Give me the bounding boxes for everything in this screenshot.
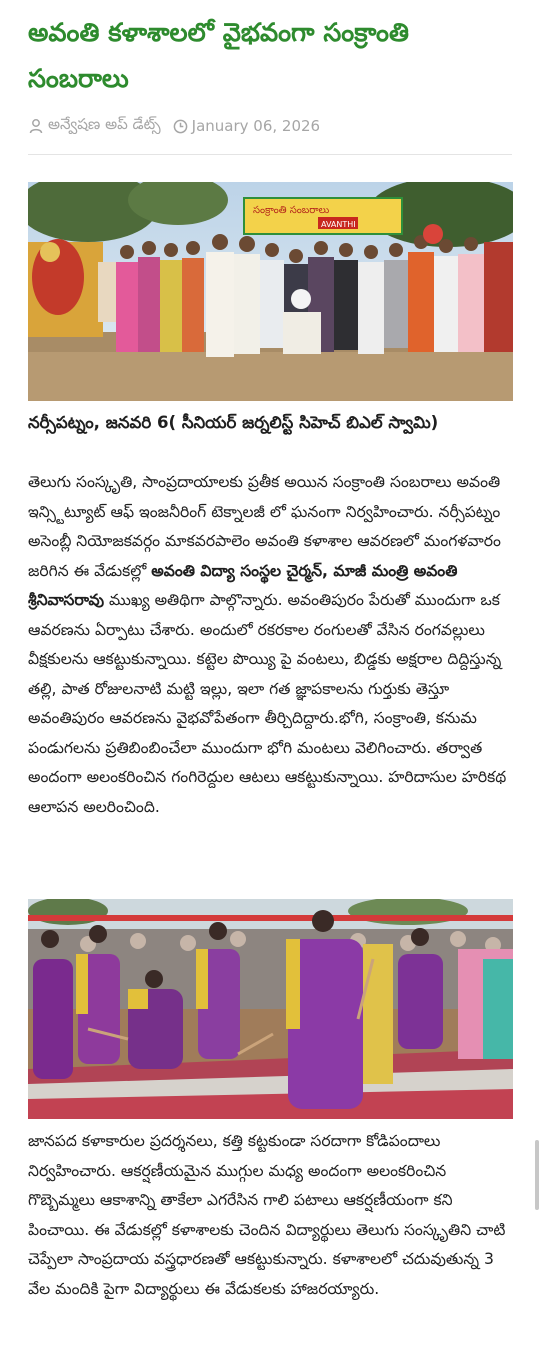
article-paragraph-2: జానపద కళాకారుల ప్రదర్శనలు, కత్తి కట్టకుండా సరదాగా కోడిపందాలు నిర్వహించారు. ఆకర్షణీయమైన ముగ్గుల మధ్య అందంగా అలంకరించిన గొబ్బెమ్మలు ఆకాశాన్ని తాకేలా ఎగరేసిన గాలి పటాలు ఆకర్షణీయంగా కని పించాయి. ఈ వేడుకల్లో కళాశాలకు చెందిన విద్యార్థులు తెలుగు సంస్కృతిని చాటి చెప్పేలా సాంప్రదాయ వస్త్రధారణతో ఆకట్టుకున్నారు. కళాశాలలో చదువుతున్న 3 వేల మందికి పైగా విద్యార్థులు ఈ వేడుకలకు హాజరయ్యారు. (28, 1132, 506, 1298)
article-paragraph-1 (28, 468, 514, 822)
banner-text: సంక్రాంతి సంబరాలు (253, 205, 330, 216)
banner-sub: AVANTHI (321, 220, 356, 229)
scrollbar[interactable] (535, 1140, 539, 1210)
article-meta (28, 113, 320, 139)
divider (28, 154, 512, 155)
article-title: అవంతి కళాశాలలో వైభవంగా సంక్రాంతి సంబరాలు (28, 18, 409, 94)
paragraph-1-bold-text: అవంతి విద్యా సంస్థల చైర్మన్, మాజీ మంత్రి అవంతి శ్రీనివాసరావు (28, 561, 458, 609)
clock-icon (173, 119, 188, 134)
article-date: January 06, 2026 (191, 117, 321, 135)
article-lead: నర్సీపట్నం, జనవరి 6( సీనియర్ జర్నలిస్ట్ సిహెచ్ బిఎల్ స్వామి) (28, 413, 439, 432)
article-photo-group[interactable] (28, 182, 513, 401)
article-photo-dance[interactable] (28, 899, 513, 1119)
user-icon (28, 118, 44, 134)
paragraph-1-text-a: తెలుగు సంస్కృతి, సాంప్రదాయాలకు ప్రతీక అయిన సంక్రాంతి సంబరాలు అవంతి ఇన్స్టిట్యూట్ ఆఫ్ ఇంజనీరింగ్ టెక్నాలజీ లో ఘనంగా నిర్వహించారు. నర్సీపట్నం అసెంబ్లీ నియోజకవర్గం మాకవరపాలెం అవంతి కళాశాల ఆవరణలో మంగళవారం జరిగిన ఈ వేడుకల్లో (28, 473, 501, 580)
author-link[interactable]: అన్వేషణ అప్ డేట్స్ (48, 115, 161, 133)
paragraph-1-text-b: ముఖ్య అతిథిగా పాల్గొన్నారు. అవంతిపురం పేరుతో ముందుగా ఒక ఆవరణను ఏర్పాటు చేశారు. అందులో రకరకాల రంగులతో వేసిన రంగవల్లులు వీక్షకులను ఆకట్టుకున్నాయి. కట్టెల పొయ్యి పై వంటలు, బిడ్డకు అక్షరాల దిద్దిస్తున్న తల్లి, పాత రోజులనాటి మట్టి ఇల్లు, ఇలా గత జ్ఞాపకాలను గుర్తుకు తెస్తూ అవంతిపురం ఆవరణను వైభవోపేతంగా తీర్చిదిద్దారు.భోగి, సంక్రాంతి, కనుమ పండుగలను ప్రతిబింబించేలా ముందుగా భోగి మంటలు వెలిగించారు. తర్వాత అందంగా అలంకరించిన గంగిరెద్దుల ఆటలు ఆకట్టుకున్నాయి. హరిదాసుల హరికథ ఆలాపన అలరించింది. (28, 591, 507, 816)
